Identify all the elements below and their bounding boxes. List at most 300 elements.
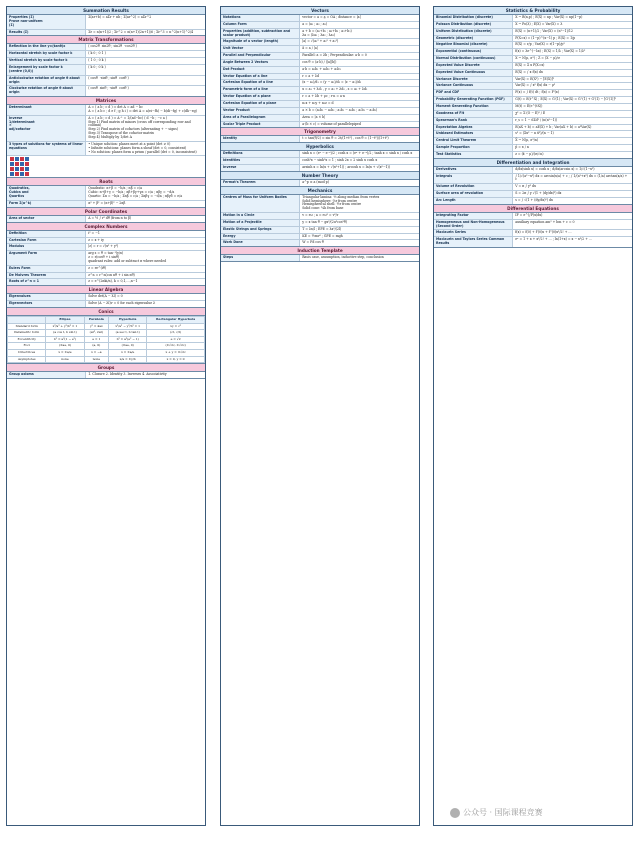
formula-value: (x − a₁)/d₁ = (y − a₂)/d₂ = (z − a₃)/d₃ — [302, 80, 362, 85]
formula-row — [7, 216, 205, 222]
formula-value: auxiliary equation am² + bm + c = 0 — [515, 219, 575, 224]
formula-label: Maclaurin and Taylors Series Common Results — [434, 237, 513, 247]
formula-row — [434, 198, 632, 204]
formula-row — [7, 76, 205, 87]
formula-row — [434, 22, 632, 29]
formula-row — [434, 77, 632, 84]
formula-label: Parametric form of a line — [221, 87, 300, 93]
formula-value: A = ½ ∫ r² dθ (from α to β) — [88, 215, 132, 220]
conics-cell: Asymptotes — [8, 356, 46, 363]
formula-label: Homogeneous and Non-Homogeneous (Second Order) — [434, 220, 513, 230]
formula-label: 3 types of solutions for systems of linear equations — [7, 142, 86, 156]
conics-cell: y² = 4ax — [84, 323, 109, 330]
formula-row — [221, 53, 419, 60]
formula-value: arsinh x = ln(x + √(x²+1)) ; arcosh x = ln(x + √(x²−1)) — [302, 164, 390, 169]
formula-row — [7, 201, 205, 207]
conics-cell: x/a = ±y/b — [109, 356, 147, 363]
formula-value: i² = −1 — [88, 230, 100, 235]
formula-value: X ~ B(n,p) ; E(X) = np ; Var(X) = np(1−p) — [515, 15, 583, 20]
formula-value: Solve det(A − λI) = 0 — [88, 294, 123, 299]
section-title: Hyperbolics — [221, 143, 419, 151]
formula-label: Enlargement by scale factor k (centre (0,0)) — [7, 65, 86, 75]
formula-row — [434, 29, 632, 36]
section-title: Groups — [7, 364, 205, 372]
section — [434, 205, 632, 248]
sign-cell — [25, 172, 29, 176]
formula-label: Goodness of Fit — [434, 111, 513, 117]
formula-label: Modulus — [7, 244, 86, 250]
formula-row — [434, 184, 632, 191]
section — [221, 187, 419, 248]
conics-cell: xy = c² — [147, 323, 205, 330]
formula-value: Σ(ar+b) = aΣr + nb ; Σ(ar^2) = aΣr^2 — [88, 15, 152, 20]
formula-label: Argument Form — [7, 251, 86, 265]
formula-row — [434, 237, 632, 247]
watermark — [450, 808, 543, 818]
formula-value: x = a₁ + λd₁ , y = a₂ + λd₂ , z = a₃ + λd₃ — [302, 87, 368, 92]
sign-cell — [10, 157, 14, 161]
conics-cell: e = √2 — [147, 336, 205, 343]
formula-value: Basis case, assumption, inductive step, conclusion — [302, 255, 384, 260]
formula-value: ( cos2θ sin2θ ; sin2θ -cos2θ ) — [88, 44, 137, 49]
section-title: Differentiation and Integration — [434, 159, 632, 167]
formula-row — [434, 167, 632, 174]
section — [7, 97, 205, 178]
formula-row — [221, 151, 419, 158]
formula-row — [434, 152, 632, 158]
formula-label: Dot Product — [221, 67, 300, 73]
formula-label: Cartesian Form — [7, 238, 86, 244]
conics-cell: x + y = ±√2c — [147, 349, 205, 356]
formula-label: Geometric (discrete) — [434, 36, 513, 42]
section — [7, 7, 205, 36]
formula-label: Group axioms — [7, 372, 86, 378]
formula-label: Reflection in the line y=(tanθ)x — [7, 44, 86, 50]
sign-cell — [20, 172, 24, 176]
formula-value: M(t) = E(e^(tX)) — [515, 104, 543, 108]
formula-row — [221, 101, 419, 108]
formula-label: Central Limit Theorem — [434, 138, 513, 144]
formula-value: r = a + λb + μc ; r·n = a·n — [302, 94, 345, 99]
formula-value: Σr = n(n+1)/2 ; Σr^2 = n(n+1)(2n+1)/6 ; Σr^3 = n^2(n+1)^2/4 — [88, 29, 194, 34]
formula-label: Expected Value Discrete — [434, 63, 513, 69]
formula-value: α² + β² = (α+β)² − 2αβ — [88, 200, 126, 205]
formula-label: Notations — [221, 15, 300, 21]
conics-cell: (ct, c/t) — [147, 330, 205, 337]
conics-cell: x²/a² − y²/b² = 1 — [109, 323, 147, 330]
formula-label: Vertical stretch by scale factor k — [7, 58, 86, 64]
formula-label: Vector Equation of a plane — [221, 94, 300, 100]
formula-value: s² = (Σx² − n x̄²)/(n − 1) — [515, 131, 554, 136]
formula-row — [434, 145, 632, 152]
formula-row — [221, 94, 419, 101]
formula-row — [434, 138, 632, 145]
formula-value: ( 1 0 ; 0 k ) — [88, 58, 106, 63]
formula-label: Vector Equation of a line — [221, 74, 300, 80]
watermark-text: 公众号 · 国际课程竞赛 — [463, 808, 543, 818]
formula-value: IF = e^(∫P(x)dx) — [515, 212, 543, 217]
section-title: Polar Coordinates — [7, 208, 205, 216]
formula-row — [7, 65, 205, 76]
formula-row — [221, 213, 419, 220]
formula-label: Results (Σ) — [7, 30, 86, 36]
formula-value: χ² = Σ (O − E)² / E — [515, 110, 546, 115]
sign-cell — [15, 172, 19, 176]
wechat-icon — [450, 808, 460, 818]
sign-cell — [25, 167, 29, 171]
formula-value: X ~ N(μ, σ²) ; Z = (X − μ)/σ — [515, 56, 560, 61]
formula-label: Angle Between 2 Vectors — [221, 60, 300, 66]
section — [7, 364, 205, 379]
sign-cell — [15, 162, 19, 166]
conics-cell: x = 0, y = 0 — [147, 356, 205, 363]
formula-row — [221, 87, 419, 94]
formula-label: Magnitude of a vector (length) — [221, 39, 300, 45]
formula-label: Elastic Strings and Springs — [221, 227, 300, 233]
formula-label: Negative Binomial (discrete) — [434, 42, 513, 48]
formula-value: E(X) = ∫ x f(x) dx — [515, 69, 543, 74]
formula-value: d/dx(sinh x) = cosh x ; d/dx(arcsin x) = 1/√(1−x²) — [515, 166, 595, 171]
formula-value: Quadratic: α+β = −b/a ; αβ = c/a Cubic: α+β+γ = −b/a ; αβ+βγ+γα = c/a ; αβγ = −d/a Quartic: Σα = −b/a ; Σαβ = c/a ; Σαβγ = −d/a ; αβγδ = e/a — [88, 186, 183, 199]
formula-row — [7, 51, 205, 58]
formula-row — [7, 231, 205, 238]
formula-value: p̂ = x / n — [515, 145, 529, 150]
formula-value: G(t) = E(t^X) ; E(X) = G'(1) ; Var(X) = G''(1) + G'(1) − [G'(1)]² — [515, 97, 616, 102]
formula-value: a^p ≡ a (mod p) — [302, 179, 329, 184]
formula-row — [434, 220, 632, 231]
formula-row — [7, 244, 205, 251]
formula-label: Definitions — [221, 151, 300, 157]
formula-value: • Unique solution: planes meet at a point (det ≠ 0) • Infinite solutions: planes form a sheaf (det = 0, consistent) • No solution: planes form a prism / parallel (det = 0, inconsistent) — [88, 141, 197, 154]
formula-label: Eulers Form — [7, 266, 86, 272]
formula-value: P(X=x) = (1−p)^(x−1) p ; E(X) = 1/p — [515, 35, 576, 40]
formula-row — [221, 122, 419, 128]
formula-row — [434, 56, 632, 63]
formula-value: a·(b × c) = volume of parallelepiped — [302, 121, 361, 126]
formula-value: E(X) = Σ x P(X=x) — [515, 62, 545, 67]
formula-label: Area of sector — [7, 216, 86, 222]
formula-label: Cartesian Equation of a line — [221, 80, 300, 86]
formula-row — [7, 15, 205, 30]
section — [434, 7, 632, 159]
section-title: Linear Algebra — [7, 286, 205, 294]
formula-label: Derivatives — [434, 167, 513, 173]
formula-label: Integrating Factor — [434, 213, 513, 219]
formula-label: Surface area of revolution — [434, 191, 513, 197]
formula-label: Inverse — [221, 165, 300, 171]
formula-label: Identities — [221, 158, 300, 164]
formula-label: Roots of z^n = 1 — [7, 279, 86, 285]
formula-value: 1. Closure 2. Identity 3. Inverses 4. Associativity — [88, 372, 167, 377]
formula-label: Probability Generating Function (PGF) — [434, 97, 513, 103]
section — [7, 208, 205, 223]
formula-row — [434, 63, 632, 70]
formula-label: Normal Distribution (continuous) — [434, 56, 513, 62]
formula-value: n₁x + n₂y + n₃z = d — [302, 101, 334, 105]
section-title: Vectors — [221, 7, 419, 15]
formula-label: Test Statistics — [434, 152, 513, 158]
formula-row — [221, 240, 419, 246]
formula-value: KE = ½mv² ; GPE = mgh — [302, 233, 343, 238]
formula-row — [7, 294, 205, 301]
formula-value: V = π ∫ y² dx — [515, 184, 536, 189]
formula-value: ( cosθ -sinθ ; sinθ cosθ ) — [88, 75, 129, 80]
cofactor-sign-grid — [10, 157, 29, 176]
formula-value: arg z = θ = tan⁻¹(y/x) z = r(cosθ + i sinθ) quadrant rules: add or subtract π where needed — [88, 251, 167, 263]
formula-value: eˣ = 1 + x + x²/2! + … ; ln(1+x) = x − x²/2 + … — [515, 237, 593, 242]
section — [7, 308, 205, 364]
formula-row — [434, 191, 632, 198]
formula-value: f(x) = f(0) + f'(0)x + f''(0)x²/2! + … — [515, 230, 572, 235]
formula-row — [221, 180, 419, 186]
formula-value: E(aX + b) = aE(X) + b ; Var(aX + b) = a²Var(X) — [515, 124, 592, 129]
formula-value: z = re^(iθ) — [88, 265, 107, 270]
formula-label: Definition — [7, 231, 86, 237]
formula-label: Maclaurin Series — [434, 230, 513, 236]
formula-row — [7, 279, 205, 285]
formula-value: r = a + λd — [302, 73, 320, 78]
formula-value: |a| = √(a₁² + a₂² + a₃²) — [302, 39, 339, 44]
formula-value: X ~ Po(λ) ; E(X) = Var(X) = λ — [515, 21, 563, 26]
conics-cell: Parametric form — [8, 330, 46, 337]
formula-row — [221, 29, 419, 40]
section-title: Complex Numbers — [7, 223, 205, 231]
conics-cell: x = ±a/e — [46, 349, 84, 356]
formula-row — [221, 60, 419, 67]
formula-label: Unbiased Estimators — [434, 131, 513, 137]
formula-row — [7, 273, 205, 280]
conics-cell: (±ae, 0) — [46, 343, 84, 350]
column-3 — [433, 6, 633, 826]
formula-value: F(x) = ∫ f(t) dt ; f(x) = F'(x) — [515, 90, 559, 95]
formula-value: E(X) = (n+1)/2 ; Var(X) = (n²−1)/12 — [515, 28, 573, 33]
formula-value: ∫ 1/√(a²−x²) dx = arcsin(x/a) + c ; ∫ 1/(a²+x²) dx = (1/a) arctan(x/a) + c — [515, 173, 629, 182]
formula-label: Vector Product — [221, 108, 300, 114]
section-title: Mechanics — [221, 187, 419, 195]
conics-cell: (at², 2at) — [84, 330, 109, 337]
formula-label: Spearman's Rank — [434, 118, 513, 124]
formula-value: ( k 0 ; 0 1 ) — [88, 51, 106, 56]
formula-label: Quadratics, Cubics and Quartics — [7, 186, 86, 200]
sign-cell — [10, 172, 14, 176]
formula-value: ( k 0 ; 0 k ) — [88, 64, 106, 69]
sign-cell — [20, 167, 24, 171]
formula-value: T = λx/l ; EPE = λx²/(2l) — [302, 226, 342, 231]
formula-label: Expected Value Continuous — [434, 70, 513, 76]
formula-row — [7, 105, 205, 116]
formula-row — [221, 158, 419, 165]
formula-label: Properties (addition, subtraction and scalar product) — [221, 29, 300, 39]
section-title: Matrices — [7, 97, 205, 105]
formula-value: cosh²x − sinh²x = 1 ; sinh 2x = 2 sinh x cosh x — [302, 158, 378, 163]
formula-row — [434, 125, 632, 132]
formula-label: Arc Length — [434, 198, 513, 204]
conics-cell: none — [84, 356, 109, 363]
conics-cell: x²/a² + y²/b² = 1 — [46, 323, 84, 330]
formula-label: Fermat's Theorem — [221, 180, 300, 186]
formula-value: t = tan(θ/2) ⇒ sin θ = 2t/(1+t²) , cos θ = (1−t²)/(1+t²) — [302, 136, 389, 141]
conics-cell: (±ae, 0) — [109, 343, 147, 350]
formula-label: De Moivres Theorem — [7, 273, 86, 279]
conics-header — [8, 317, 46, 324]
conics-cell: Standard form — [8, 323, 46, 330]
section — [434, 159, 632, 205]
formula-value: Triangular lamina: ⅔ along median from vertex Solid hemisphere: ⅜r from centre Hemispherical shell: ½r from centre Solid cone: ¼h from base — [302, 194, 380, 211]
formula-label: Unit Vector — [221, 46, 300, 52]
formula-row — [7, 266, 205, 273]
conics-header: Rectangular Hyperbola — [147, 317, 205, 324]
formula-row — [434, 90, 632, 97]
formula-row — [221, 115, 419, 122]
formula-row — [434, 111, 632, 118]
section — [7, 36, 205, 97]
formula-row — [221, 22, 419, 29]
conics-cell: (±√2c, ±√2c) — [147, 343, 205, 350]
formula-label: Horizontal stretch by scale factor k — [7, 51, 86, 57]
formula-row — [221, 165, 419, 171]
formula-row — [221, 255, 419, 261]
conics-cell: b² = a²(e² − 1) — [109, 336, 147, 343]
conics-header: Hyperbola — [109, 317, 147, 324]
formula-label: Volume of Revolution — [434, 184, 513, 190]
formula-value: Var(X) = ∫ x² f(x) dx − μ² — [515, 83, 556, 88]
formula-row — [434, 230, 632, 237]
sign-cell — [15, 167, 19, 171]
formula-row — [434, 49, 632, 56]
formula-value: vector = a = a̲ = OA ; distance = |a| — [302, 15, 361, 20]
conics-cell: none — [46, 356, 84, 363]
formula-value: z = e^(2πki/n), k = 0,1,…,n−1 — [88, 279, 138, 284]
section — [221, 7, 419, 128]
formula-row — [221, 80, 419, 87]
formula-label: Variance Discrete — [434, 77, 513, 83]
formula-row — [434, 118, 632, 125]
formula-row — [434, 70, 632, 77]
formula-row — [434, 97, 632, 104]
formula-row — [434, 83, 632, 90]
formula-row — [221, 46, 419, 53]
formula-label: Determinant — [7, 105, 86, 115]
formula-row — [221, 74, 419, 81]
formula-value: Area = |a × b| — [302, 114, 326, 119]
formula-value: a = (a₁ ; a₂ ; a₃) — [302, 21, 328, 26]
formula-row — [434, 15, 632, 22]
formula-label: Uniform Distribution (discrete) — [434, 29, 513, 35]
formula-label: Motion of a Projectile — [221, 220, 300, 226]
conics-cell: Eccentricity — [8, 336, 46, 343]
formula-label: Scalar Triple Product — [221, 122, 300, 128]
formula-value: Var(X) = E(X²) − [E(X)]² — [515, 76, 554, 81]
formula-value: z = (x̄ − μ)/(σ/√n) — [515, 151, 544, 156]
column-2 — [220, 6, 420, 826]
section-title: Trigonometry — [221, 128, 419, 136]
formula-label: Column Form — [221, 22, 300, 28]
section — [7, 223, 205, 287]
formula-label: PDF and CDF — [434, 90, 513, 96]
formula-row — [434, 42, 632, 49]
formula-row — [7, 58, 205, 65]
section-title: Differential Equations — [434, 205, 632, 213]
formula-row — [434, 104, 632, 111]
formula-value: |z| = r = √(x² + y²) — [88, 244, 119, 249]
formula-value: S = 2π ∫ y √(1 + (dy/dx)²) dx — [515, 191, 562, 196]
formula-value: a + b = (a₁+b₁ ; a₂+b₂ ; a₃+b₃) λa = (λa₁ ; λa₂ ; λa₃) — [302, 28, 352, 37]
section-title: Induction Template — [221, 247, 419, 255]
section-title: Roots — [7, 178, 205, 186]
formula-row — [7, 116, 205, 142]
formula-value: Parallel: a = λb ; Perpendicular: a·b = 0 — [302, 53, 367, 58]
conics-cell: x = −a — [84, 349, 109, 356]
formula-value: r_s = 1 − 6Σd² / (n(n²−1)) — [515, 117, 558, 122]
formula-value: a·b = a₁b₁ + a₂b₂ + a₃b₃ — [302, 66, 341, 71]
conics-cell: (a sec t, b tan t) — [109, 330, 147, 337]
conics-header: Parabola — [84, 317, 109, 324]
conics-cell: (a cos t, b sin t) — [46, 330, 84, 337]
formula-row — [221, 220, 419, 227]
formula-row — [221, 15, 419, 22]
formula-row — [221, 39, 419, 46]
formula-label: Motion in a Circle — [221, 213, 300, 219]
sign-cell — [25, 162, 29, 166]
formula-value: y = x tan θ − gx²/(2u²cos²θ) — [302, 219, 347, 224]
formula-label: Form Σ(α^k) — [7, 201, 86, 207]
formula-label: Binomial Distribution (discrete) — [434, 15, 513, 21]
section — [221, 172, 419, 187]
formula-label: Expectation Algebra — [434, 125, 513, 131]
formula-value: s = ∫ √(1 + (dy/dx)²) dx — [515, 198, 553, 202]
conics-cell: x = ±a/e — [109, 349, 147, 356]
formula-row — [221, 108, 419, 115]
section-title: Summation Results — [7, 7, 205, 15]
formula-row — [434, 174, 632, 185]
formula-value: cos θ = (a·b) / (|a||b|) — [302, 59, 337, 64]
section — [7, 286, 205, 308]
column-1 — [6, 6, 206, 826]
formula-label: Eigenvectors — [7, 301, 86, 307]
formula-label: Moment Generating Function — [434, 104, 513, 110]
formula-label: Inverse 1/determinant × adj/cofactor — [7, 116, 86, 141]
formula-label: Sample Proportion — [434, 145, 513, 151]
formula-row — [7, 301, 205, 307]
conics-cell: Directrices — [8, 349, 46, 356]
section-title: Statistics & Probability — [434, 7, 632, 15]
conics-table — [7, 316, 205, 363]
formula-value: f(x) = λe^(−λx) ; E(X) = 1/λ ; Var(X) = 1/λ² — [515, 49, 586, 54]
sign-cell — [25, 157, 29, 161]
formula-value: A = ( a b ; c d ) ⇒ A⁻¹ = 1/(ad−bc) ( d −b ; −c a ) Step 1) Find matrix of minors (cross off corresponding row and column) Step 2) Find matrix of cofactors (alternating + − signs) Step 3) Transpose of the cofactor matrix Step 4) Multiply by 1/det A — [88, 115, 191, 139]
formula-row — [7, 238, 205, 245]
formula-row — [434, 213, 632, 220]
formula-row — [221, 227, 419, 234]
formula-value: â = a / |a| — [302, 46, 318, 51]
formula-label: Parallel and Perpendicular — [221, 53, 300, 59]
formula-label: Energy — [221, 234, 300, 240]
sign-cell — [10, 162, 14, 166]
conics-cell: b² = a²(1 − e²) — [46, 336, 84, 343]
section — [221, 128, 419, 143]
formula-label: Exponential (continuous) — [434, 49, 513, 55]
formula-label: Centres of Mass for Uniform Bodies — [221, 195, 300, 212]
section-title: Conics — [7, 308, 205, 316]
formula-value: X̄ ~ N(μ, σ²/n) — [515, 138, 539, 143]
formula-row — [221, 67, 419, 74]
section — [221, 143, 419, 172]
formula-label: Steps — [221, 255, 300, 261]
section — [7, 178, 205, 207]
sign-cell — [15, 157, 19, 161]
formula-row — [7, 142, 205, 157]
sign-cell — [20, 157, 24, 161]
